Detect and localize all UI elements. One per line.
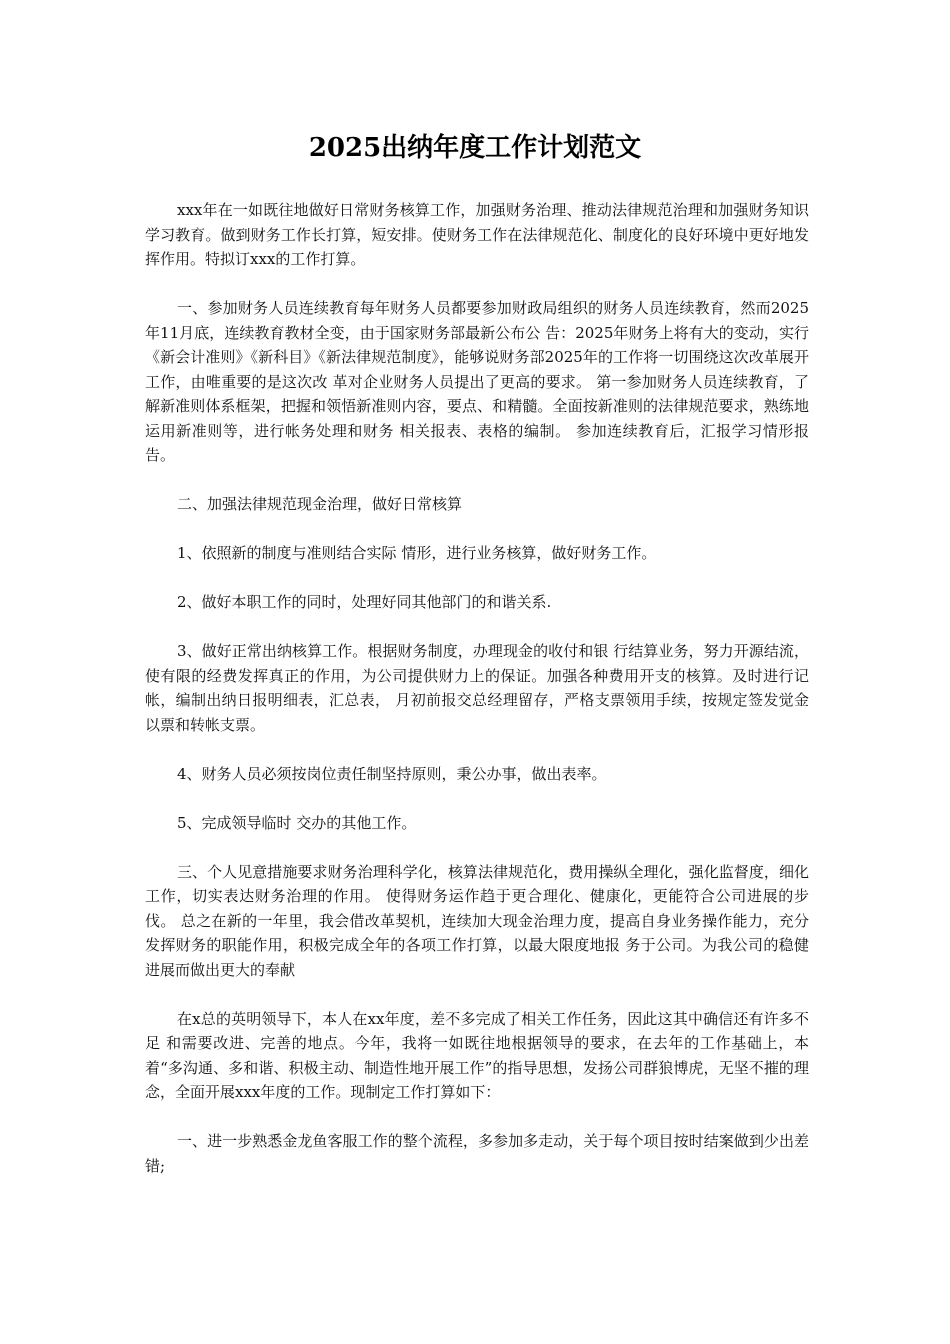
paragraph-item-2: 2、做好本职工作的同时，处理好同其他部门的和谐关系.	[177, 593, 552, 611]
paragraph-section-1: 一、参加财务人员连续教育每年财务人员都要参加财政局组织的财务人员连续教育，然而2025年11月底，连续教育教材全变，由于国家财务部最新公布公 告：2025年财务上将有大的变动，实行《新会计准则》《新科目》《新法律规范制度》，能够说财务部2025年的工作将一切围绕这次改革展开工作，由唯重要的是这次改 革对企业财务人员提出了更高的要求。 第一参加财务人员连续教育，了解新准则体系框架，把握和领悟新准则内容，要点、和精髓。全面按新准则的法律规范要求，熟练地运用新准则等，进行帐务处理和财务 相关报表、表格的编制。 参加连续教育后，汇报学习情形报告。	[145, 299, 809, 464]
paragraph-plan-1: 一、进一步熟悉金龙鱼客服工作的整个流程，多参加多走动，关于每个项目按时结案做到少出差错;	[145, 1132, 809, 1175]
paragraph-item-5: 5、完成领导临时 交办的其他工作。	[177, 813, 417, 832]
paragraph-item-4: 4、财务人员必须按岗位责任制坚持原则，秉公办事，做出表率。	[177, 764, 607, 783]
paragraph-section-2-heading: 二、加强法律规范现金治理，做好日常核算	[177, 495, 463, 513]
paragraph-item-3: 3、做好正常出纳核算工作。根据财务制度，办理现金的收付和银 行结算业务，努力开源结流，使有限的经费发挥真正的作用，为公司提供财力上的保证。加强各种费用开支的核算。及时进行记帐，编制出纳日报明细表，汇总表， 月初前报交总经理留存，严格支票领用手续，按规定签发觉金以票和转帐支票。	[145, 642, 809, 734]
document-body	[145, 198, 809, 1203]
document-title: 2025出纳年度工作计划范文	[308, 133, 642, 163]
paragraph-summary: 在x总的英明领导下，本人在xx年度，差不多完成了相关工作任务，因此这其中确信还有许多不足 和需要改进、完善的地点。今年，我将一如既往地根据领导的要求，在去年的工作基础上，本着“多沟通、多和谐、积极主动、制造性地开展工作”的指导思想，发扬公司群狼博虎，无坚不摧的理念，全面开展xxx年度的工作。现制定工作打算如下：	[145, 1009, 809, 1101]
paragraph-item-1: 1、依照新的制度与准则结合实际 情形，进行业务核算，做好财务工作。	[177, 544, 657, 562]
paragraph-intro: xxx年在一如既往地做好日常财务核算工作，加强财务治理、推动法律规范治理和加强财务知识学习教育。做到财务工作长打算，短安排。使财务工作在法律规范化、制度化的良好环境中更好地发挥作用。特拟订xxx的工作打算。	[145, 201, 809, 268]
paragraph-section-3: 三、个人见意措施要求财务治理科学化，核算法律规范化，费用操纵全理化，强化监督度，细化工作，切实表达财务治理的作用。 使得财务运作趋于更合理化、健康化，更能符合公司进展的步伐。 总之在新的一年里，我会借改革契机，连续加大现金治理力度，提高自身业务操作能力，充分发挥财务的职能作用，积极完成全年的各项工作打算，以最大限度地报 务于公司。为我公司的稳健进展而做出更大的奉献	[145, 862, 809, 979]
